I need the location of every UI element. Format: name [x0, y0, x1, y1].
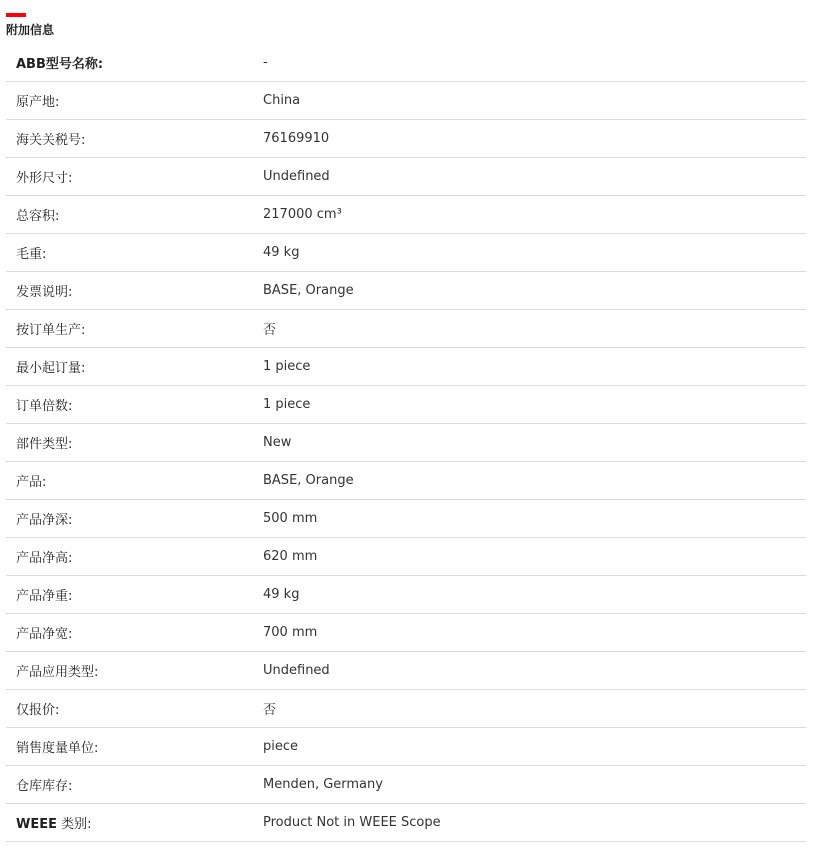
- row-value: 1 piece: [263, 359, 311, 374]
- table-row: [6, 462, 806, 500]
- row-label: 仅报价:: [16, 703, 60, 718]
- row-label-rest: 类别:: [56, 817, 92, 832]
- table-row: [6, 652, 806, 690]
- row-label: 按订单生产:: [16, 323, 86, 338]
- table-row: [6, 500, 806, 538]
- row-label: 毛重:: [16, 247, 47, 262]
- row-value: -: [263, 55, 268, 70]
- row-value: 49 kg: [263, 245, 300, 260]
- row-value: 1 piece: [263, 397, 311, 412]
- table-row: [6, 690, 806, 728]
- row-value: 217000 cm³: [263, 207, 342, 222]
- table-row: [6, 120, 806, 158]
- row-value: BASE, Orange: [263, 283, 354, 298]
- row-value: 否: [263, 703, 277, 718]
- table-row: [6, 310, 806, 348]
- table-row: [6, 234, 806, 272]
- row-label: 销售度量单位:: [16, 741, 99, 756]
- row-label: 原产地:: [16, 95, 60, 110]
- row-label: 产品净高:: [16, 551, 73, 566]
- row-label: 订单倍数:: [16, 399, 73, 414]
- table-row: [6, 576, 806, 614]
- row-value: Undefined: [263, 663, 330, 678]
- row-value: Product Not in WEEE Scope: [263, 815, 441, 830]
- row-value: China: [263, 93, 301, 108]
- table-row: [6, 82, 806, 120]
- row-label: 产品净深:: [16, 513, 73, 528]
- row-label: 最小起订量:: [16, 361, 86, 376]
- table-row: [6, 272, 806, 310]
- row-value: 700 mm: [263, 625, 318, 640]
- row-label: [6, 813, 263, 832]
- table-row: [6, 348, 806, 386]
- row-value: 49 kg: [263, 587, 300, 602]
- table-row: [6, 614, 806, 652]
- row-label: 部件类型:: [16, 437, 73, 452]
- row-label: ABB型号名称:: [16, 57, 104, 72]
- row-value: New: [263, 435, 292, 450]
- table-row: [6, 386, 806, 424]
- table-row: [6, 538, 806, 576]
- table-row: [6, 158, 806, 196]
- row-value: 500 mm: [263, 511, 318, 526]
- row-label: 发票说明:: [16, 285, 73, 300]
- row-label: 产品净重:: [16, 589, 73, 604]
- row-value: 620 mm: [263, 549, 318, 564]
- row-label: 产品应用类型:: [16, 665, 99, 680]
- table-row: [6, 44, 806, 82]
- row-label-bold-part: WEEE: [16, 817, 57, 832]
- table-row: [6, 766, 806, 804]
- row-label: 总容积:: [16, 209, 60, 224]
- details-table: [6, 44, 806, 842]
- section-accent-bar: [6, 13, 26, 17]
- table-row: [6, 424, 806, 462]
- row-value: Undefined: [263, 169, 330, 184]
- row-label: 产品:: [16, 475, 47, 490]
- table-row: [6, 196, 806, 234]
- row-value: 76169910: [263, 131, 330, 146]
- row-label: 海关关税号:: [16, 133, 86, 148]
- table-row: [6, 728, 806, 766]
- section-title: 附加信息: [6, 23, 55, 37]
- row-label: 仓库库存:: [16, 779, 73, 794]
- row-value: 否: [263, 323, 277, 338]
- row-value: BASE, Orange: [263, 473, 354, 488]
- row-value: piece: [263, 739, 299, 754]
- row-value: Menden, Germany: [263, 777, 383, 792]
- table-row: [6, 804, 806, 842]
- row-label: 外形尺寸:: [16, 171, 73, 186]
- row-label: 产品净宽:: [16, 627, 73, 642]
